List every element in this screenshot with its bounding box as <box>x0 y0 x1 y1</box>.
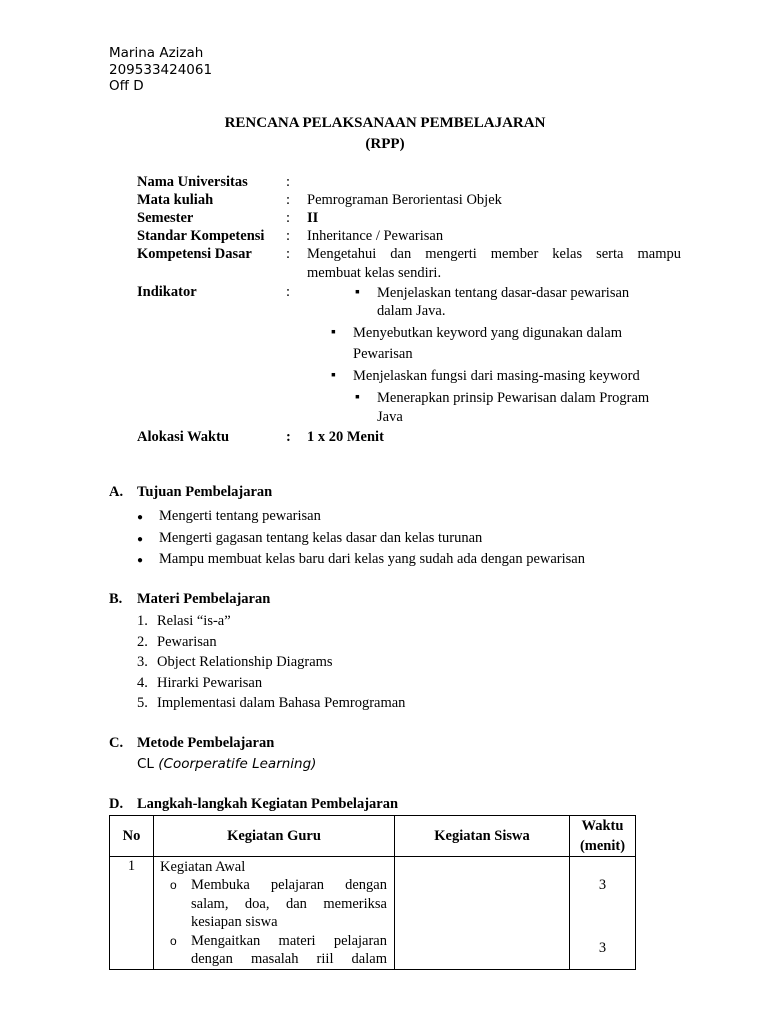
list-item <box>137 673 405 694</box>
value-standard: Inheritance / Pewarisan <box>307 228 444 244</box>
colon: : <box>286 174 291 190</box>
section-d-heading: Langkah-langkah Kegiatan Pembelajaran <box>137 796 399 812</box>
list-item <box>137 611 405 632</box>
section-c-text <box>137 756 316 772</box>
author-class: Off D <box>109 78 144 94</box>
method-abbrev: CL <box>137 756 159 772</box>
indicator-text: ▪ Menjelaskan tentang dasar-dasar pewarisan <box>377 285 630 301</box>
table-header-row <box>110 816 636 857</box>
colon: : <box>286 228 291 244</box>
list-text: Relasi “is-a” <box>157 613 231 629</box>
value-semester: II <box>307 210 319 226</box>
cell-time <box>570 857 636 970</box>
list-text: Object Relationship Diagrams <box>157 654 333 670</box>
indicator-text: Java <box>377 409 403 425</box>
section-d-letter: D. <box>109 796 124 812</box>
section-b-heading: Materi Pembelajaran <box>137 591 271 607</box>
indicator-item <box>377 285 629 320</box>
indicator-text: Pewarisan <box>353 346 413 362</box>
time-value: 3 <box>598 877 607 893</box>
time-value: 3 <box>598 940 607 956</box>
activity-text: Membuka pelajaran dengan <box>191 877 387 893</box>
list-item <box>137 652 405 673</box>
activity-title: Kegiatan Awal <box>160 859 246 875</box>
section-a-letter: A. <box>109 484 124 500</box>
activity-text: dengan masalah riil dalam <box>191 951 387 967</box>
table-row <box>110 857 636 970</box>
activity-item <box>154 932 394 969</box>
label-basic-competence: Kompetensi Dasar <box>137 246 252 262</box>
colon: : <box>286 284 291 300</box>
title-line-2: (RPP) <box>365 136 405 152</box>
header-student-activity: Kegiatan Siswa <box>395 816 570 857</box>
label-university: Nama Universitas <box>137 174 248 190</box>
header-teacher-activity: Kegiatan Guru <box>154 816 395 857</box>
section-c-heading: Metode Pembelajaran <box>137 735 275 751</box>
author-id: 209533424061 <box>109 61 213 78</box>
header-time-line2: (menit) <box>579 838 626 854</box>
colon: : <box>286 192 291 208</box>
title-line-1: RENCANA PELAKSANAAN PEMBELAJARAN <box>224 115 546 131</box>
section-a-list <box>159 506 585 571</box>
list-text: Implementasi dalam Bahasa Pemrograman <box>157 695 406 711</box>
list-number: 3. <box>137 654 148 670</box>
label-course: Mata kuliah <box>137 192 214 208</box>
colon: : <box>286 429 291 445</box>
list-item <box>137 632 405 653</box>
label-indicator: Indikator <box>137 284 197 300</box>
indicator-item <box>377 390 649 426</box>
list-number: 2. <box>137 633 148 650</box>
section-b-list <box>137 611 405 714</box>
section-a-heading: Tujuan Pembelajaran <box>137 484 273 500</box>
indicator-item <box>353 368 640 385</box>
author-name: Marina Azizah <box>109 45 204 61</box>
list-item: ● Mampu membuat kelas baru dari kelas yang sudah ada dengan pewarisan <box>159 549 585 571</box>
list-number: 4. <box>137 674 148 691</box>
bullet-circle-icon: o <box>170 878 177 892</box>
indicator-text: ▪ Menerapkan prinsip Pewarisan dalam Program <box>377 390 650 406</box>
cell-teacher-activity <box>154 857 395 970</box>
activity-item <box>154 876 394 932</box>
activity-text: salam, doa, dan memeriksa <box>191 895 387 912</box>
bullet-circle-icon: o <box>170 933 177 948</box>
section-b-letter: B. <box>109 591 123 607</box>
identity-block <box>137 174 682 449</box>
cell-no: 1 <box>110 857 154 970</box>
label-time-allocation: Alokasi Waktu <box>137 429 230 445</box>
cell-student-activity <box>395 857 570 970</box>
list-number: 1. <box>137 613 148 629</box>
value-course: Pemrograman Berorientasi Objek <box>307 192 502 208</box>
header-time-line1: Waktu <box>581 818 624 834</box>
label-semester: Semester <box>137 210 194 226</box>
method-name: (Coorperatife Learning) <box>158 756 317 772</box>
colon: : <box>286 210 291 226</box>
value-time-allocation: 1 x 20 Menit <box>307 429 384 445</box>
header-time <box>570 816 636 857</box>
list-text: Hirarki Pewarisan <box>157 674 263 691</box>
indicator-text: dalam Java. <box>377 303 446 319</box>
indicator-text: ▪ Menyebutkan keyword yang digunakan dalam <box>353 325 622 341</box>
list-item: ● Mengerti gagasan tentang kelas dasar dan kelas turunan <box>159 528 585 550</box>
value-basic-competence-line2: membuat kelas sendiri. <box>307 265 442 281</box>
list-item: ● Mengerti tentang pewarisan <box>159 506 585 528</box>
list-text: Pewarisan <box>157 633 217 650</box>
indicator-text: ▪ Menjelaskan fungsi dari masing-masing keyword <box>353 368 640 384</box>
value-basic-competence-line1: Mengetahui dan mengerti member kelas serta mampu <box>307 246 681 262</box>
document-title <box>109 113 661 155</box>
activity-text: Mengaitkan materi pelajaran <box>191 932 387 949</box>
activity-text: kesiapan siswa <box>191 914 278 930</box>
indicator-item <box>353 325 622 363</box>
colon: : <box>286 246 291 262</box>
author-block <box>109 45 212 95</box>
list-number: 5. <box>137 695 148 711</box>
activities-table <box>109 815 636 970</box>
label-standard: Standar Kompetensi <box>137 228 265 244</box>
header-no: No <box>110 816 154 857</box>
list-item <box>137 693 405 714</box>
section-c-letter: C. <box>109 735 124 751</box>
